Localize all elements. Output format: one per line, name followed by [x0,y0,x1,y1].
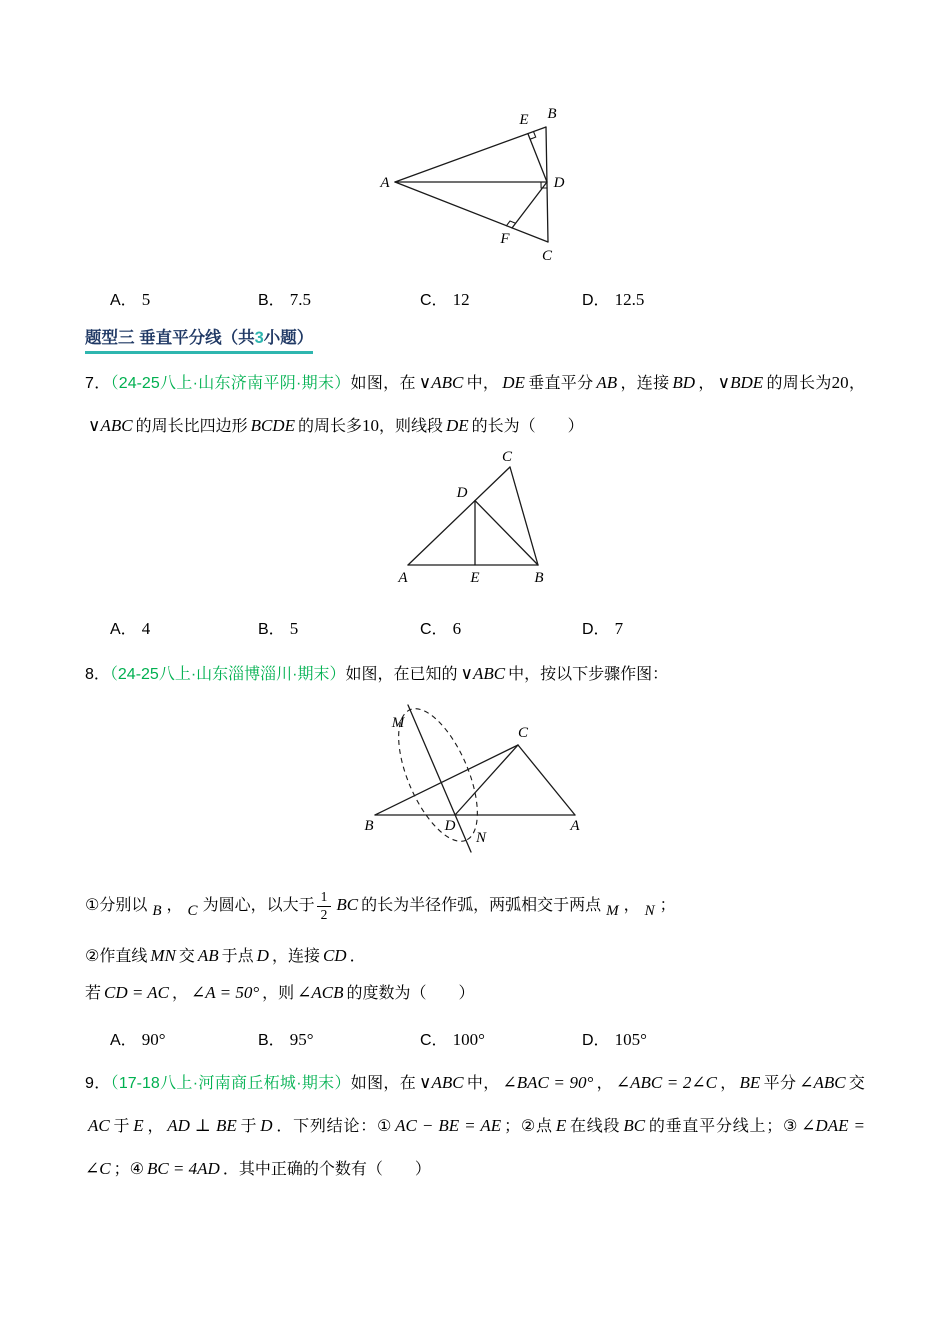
text-run: CD [322,946,347,965]
text-run: 垂直平分 [527,375,594,392]
option-b [258,616,420,639]
figure-q8 [85,700,865,865]
text-run: ．其中正确的个数有（ ） [222,1161,431,1178]
question-9-stem [85,1062,865,1191]
option-d [582,616,744,639]
text-run: AD ⊥ BE [167,1116,237,1135]
text-run: BC = 4AD [146,1159,220,1178]
text-run: 的度数为（ ） [346,985,475,1002]
text-run: （24-25八上·山东济南平阴·期末） [110,375,351,392]
text-run: ， [719,1075,737,1092]
figure-q6-svg [375,102,575,267]
text-run: 交 [848,1075,865,1092]
option-label: C． [420,1032,448,1049]
text-run: DE [446,416,469,435]
vertex-label-B: B [533,570,544,586]
text-run: ， [146,1118,165,1135]
option-label: A． [110,1032,137,1049]
text-run: CD = AC [104,983,170,1002]
text-run: ∨ABC [460,664,506,683]
text-run: ，则线段 [378,418,443,435]
text-run: ．下列结论：① [275,1118,393,1135]
option-label: A． [110,621,137,638]
option-label: C． [420,292,448,309]
text-run: 平分 [763,1075,797,1092]
text-run: AB [596,373,618,392]
text-run: 于点 [221,948,254,965]
vertex-label-M: M [391,715,405,731]
text-run: ，连接 [271,948,320,965]
text-run: 8． [85,666,110,683]
option-label: D． [582,1032,610,1049]
option-value: 12.5 [614,290,645,309]
text-run: BE [739,1073,761,1092]
text-run: ， [623,897,640,914]
option-a [110,1027,258,1050]
q7-options-row [110,616,865,639]
vertex-label-N: N [475,830,487,846]
vertex-label-D: D [553,175,565,191]
option-c [420,1027,582,1050]
option-a [110,287,258,310]
text-run: ∠A = 50° [191,983,260,1002]
text-run: 20 [831,373,849,392]
section-header-wrap [85,324,865,354]
question-8-stem [85,653,865,696]
text-run: （24-25八上·山东淄博淄川·期末） [109,666,346,683]
text-run: E [133,1116,144,1135]
option-value: 7.5 [289,290,311,309]
vertex-label-A: A [570,818,580,834]
text-run: ∠ACB [297,983,344,1002]
text-run: E [555,1116,567,1135]
text-run: ，连接 [620,375,670,392]
text-run: 如图，在 [350,375,416,392]
figure-q7-svg [393,450,558,590]
option-label: B． [258,292,285,309]
q8-condition [85,978,865,1009]
question-7-stem [85,362,865,448]
text-run: ；④ [113,1161,144,1178]
vertex-label-F: F [500,231,510,247]
option-value: 105° [614,1030,647,1049]
option-d [582,287,744,310]
text-run: ∠ABC [799,1073,846,1092]
figure-q7 [85,450,865,590]
text-run: 的周长为 [766,375,832,392]
text-run: D [260,1116,273,1135]
text-run: 7． [85,375,111,392]
option-a [110,616,258,639]
text-run: 的垂直平分线上；③ [648,1118,799,1135]
text-run: ，则 [262,985,295,1002]
option-d [582,1027,744,1050]
text-run: BD [672,373,696,392]
text-run: ∨ABC [418,373,464,392]
option-b [258,1027,420,1050]
text-run: 在线段 [569,1118,621,1135]
text-run: ①分别以 [85,897,148,914]
text-run: 如图，在 [350,1075,417,1092]
text-run: ， [172,985,189,1002]
option-value: 95° [289,1030,314,1049]
text-run: 小题） [263,329,314,347]
q8-construction-step-1 [85,885,865,931]
figure-q7-lines [408,467,538,565]
option-label: B． [258,621,285,638]
option-value: 5 [141,290,151,309]
section-header [85,324,313,354]
q6-options-row [110,287,865,310]
figure-q8-svg [360,700,590,865]
text-run: 于 [239,1118,258,1135]
q8-construction-step-2 [85,941,865,972]
text-run: 为圆心，以大于 [202,897,315,914]
text-run: ；②点 [504,1118,553,1135]
text-run: 的周长比四边形 [135,418,248,435]
text-run: 9． [85,1075,111,1092]
text-run: 若 [85,985,102,1002]
vertex-label-C: C [541,248,553,264]
text-run: D [256,946,269,965]
text-run: ． [349,948,366,965]
vertex-label-C: C [517,725,529,741]
text-run: ∨ABC [419,1073,464,1092]
option-value: 90° [141,1030,166,1049]
option-value: 12 [452,290,470,309]
text-run: MN [150,946,176,965]
vertex-label-E: E [469,570,480,586]
option-value: 7 [614,619,624,638]
option-c [420,616,582,639]
text-run: 于 [112,1118,131,1135]
text-run: 中， [466,375,500,392]
text-run: AB [197,946,219,965]
text-run: ； [659,897,676,914]
text-run: 3 [254,329,264,347]
option-value: 100° [452,1030,485,1049]
figure-q6 [85,0,865,267]
vertex-label-C: C [501,450,512,465]
text-run: 如图，在已知的 [345,666,458,683]
text-run: AC [88,1116,110,1135]
vertex-label-A: A [397,570,408,586]
figure-q6-lines [395,127,548,242]
text-run: 题型三 垂直平分线（共 [85,329,255,347]
text-run: C [187,903,198,919]
option-b [258,287,420,310]
text-run: BC [336,895,359,914]
text-run: DE [502,373,525,392]
option-label: B． [258,1032,285,1049]
text-run: B [152,903,162,919]
vertex-label-E: E [519,112,529,128]
option-label: C． [420,621,448,638]
option-label: D． [582,292,610,309]
option-value: 5 [289,619,299,638]
vertex-label-D: D [444,818,456,834]
text-run: 的长为（ ） [471,418,584,435]
text-run: ， [596,1075,613,1092]
text-run: ， [166,897,183,914]
vertex-label-B: B [364,818,374,834]
text-run: BCDE [250,416,295,435]
text-run: ∨ABC [88,416,133,435]
text-run: 交 [178,948,195,965]
text-run: ∠DAE = ∠C [85,1116,865,1178]
text-run: ∠ABC = 2∠C [615,1073,717,1092]
fraction: $\frac{1}{2}$ [317,890,332,923]
text-run: 的长为半径作弧，两弧相交于两点 [361,897,602,914]
text-run: AC − BE = AE [395,1116,502,1135]
text-run: ， [848,375,865,392]
text-run: （17-18八上·河南商丘柘城·期末） [110,1075,351,1092]
vertex-label-D: D [456,485,467,501]
option-c [420,287,582,310]
option-value: 4 [141,619,151,638]
text-run: ∠BAC = 90° [502,1073,594,1092]
text-run: ， [698,375,715,392]
text-run: BC [623,1116,646,1135]
text-run: M [606,903,619,919]
text-run: 中，按以下步骤作图： [508,666,669,683]
vertex-label-A: A [380,175,390,191]
option-label: D． [582,621,610,638]
option-value: 6 [452,619,462,638]
vertex-label-B: B [547,106,557,122]
text-run: N [644,903,655,919]
text-run: 10 [361,416,379,435]
option-label: A． [110,292,137,309]
text-run: ∨BDE [717,373,764,392]
q8-options-row [110,1027,865,1050]
text-run: ②作直线 [85,948,148,965]
text-run: 中， [466,1075,500,1092]
text-run: 的周长多 [297,418,362,435]
